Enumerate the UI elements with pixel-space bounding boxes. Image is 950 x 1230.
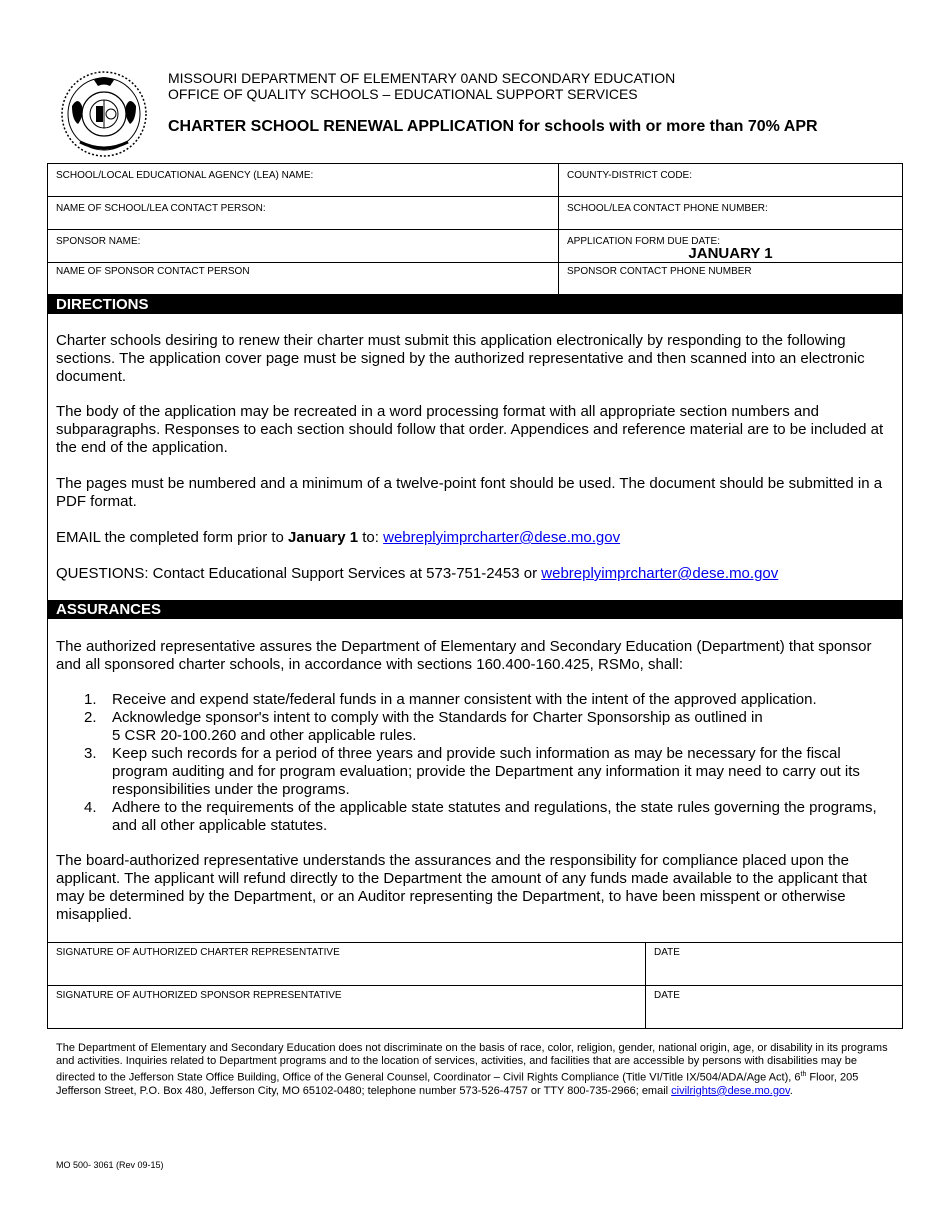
charter-signature-field[interactable]: [48, 943, 646, 986]
due-date-field: [559, 230, 902, 263]
sponsor-date-field[interactable]: [646, 986, 902, 1028]
civil-rights-email-link[interactable]: civilrights@dese.mo.gov: [671, 1084, 790, 1097]
assurances-closing: The board-authorized representative understands the assurances and the responsibility for compliance placed upon the applicant. The applicant will refund directly to the Department the amount of any funds made available to the applicant that may be determined by the Department, or an Auditor representing the Department, to have been misspent or otherwise misapplied.: [56, 852, 868, 923]
sponsor-contact-field[interactable]: [48, 263, 559, 294]
sponsor-name-field[interactable]: [48, 230, 559, 263]
directions-paragraph-3: The pages must be numbered and a minimum of a twelve-point font should be used. The document should be submitted in a PDF format.: [56, 475, 883, 510]
lea-name-label: SCHOOL/LOCAL EDUCATIONAL AGENCY (LEA) NAME:: [56, 170, 314, 181]
contact-phone-field[interactable]: [559, 197, 902, 230]
county-district-code-label: COUNTY-DISTRICT CODE:: [567, 170, 693, 181]
directions-paragraph-2: The body of the application may be recreated in a word processing format with all appropriate section numbers and subparagraphs. Responses to each section should follow that order. Appendices and reference material are to be included at the end of the application.: [56, 403, 884, 456]
charter-signature-label: SIGNATURE OF AUTHORIZED CHARTER REPRESENTATIVE: [56, 947, 340, 958]
assurances-intro: The authorized representative assures the Department of Elementary and Secondary Education (Department) that sponsor and all sponsored charter schools, in accordance with sections 160.400-160.425, RSMo, shall:: [56, 638, 872, 673]
sponsor-contact-label: NAME OF SPONSOR CONTACT PERSON: [56, 266, 250, 277]
county-district-code-field[interactable]: [559, 164, 902, 197]
school-info-table: [47, 163, 903, 295]
sponsor-phone-field[interactable]: [559, 263, 902, 294]
department-name: MISSOURI DEPARTMENT OF ELEMENTARY 0AND SECONDARY EDUCATION: [168, 70, 676, 86]
directions-paragraph-1: Charter schools desiring to renew their charter must submit this application electronically by responding to the following sections. The application cover page must be signed by the authorized representative and then scanned into an electronic document.: [56, 332, 865, 385]
directions-heading: DIRECTIONS: [47, 295, 903, 314]
questions-email-link[interactable]: webreplyimprcharter@dese.mo.gov: [541, 565, 779, 582]
due-date-value: JANUARY 1: [688, 245, 773, 262]
email-instruction: EMAIL the completed form prior to January 1 to: webreplyimprcharter@dese.mo.gov: [56, 529, 621, 546]
form-number: MO 500- 3061 (Rev 09-15): [56, 1160, 164, 1170]
charter-date-label: DATE: [654, 947, 680, 958]
assurances-list: [56, 691, 896, 835]
lea-name-field[interactable]: [48, 164, 559, 197]
signature-table: [47, 942, 903, 1029]
list-item: 2. Acknowledge sponsor's intent to comply with the Standards for Charter Sponsorship as outlined in 5 CSR 20-100.260 and other applicable rules.: [84, 709, 763, 744]
sponsor-name-label: SPONSOR NAME:: [56, 236, 141, 247]
sponsor-signature-label: SIGNATURE OF AUTHORIZED SPONSOR REPRESENTATIVE: [56, 990, 342, 1001]
contact-person-label: NAME OF SCHOOL/LEA CONTACT PERSON:: [56, 203, 266, 214]
list-item: 4. Adhere to the requirements of the applicable state statutes and regulations, the state rules governing the programs, and all other applicable statutes.: [84, 799, 877, 834]
page-title: CHARTER SCHOOL RENEWAL APPLICATION for schools with or more than 70% APR: [168, 118, 818, 135]
charter-date-field[interactable]: [646, 943, 902, 986]
email-link[interactable]: webreplyimprcharter@dese.mo.gov: [383, 529, 621, 546]
sponsor-signature-field[interactable]: [48, 986, 646, 1028]
non-discrimination-notice: The Department of Elementary and Secondary Education does not discriminate on the basis of race, color, religion, gender, national origin, age, or disability in its programs and activities. Inquiries related to Department programs and to the location of services, activities, and facilities that are accessible by persons with disabilities may be directed to the Jefferson State Office Building, Office of the General Counsel, Coordinator – Civil Rights Compliance (Title VI/Title IX/504/ADA/Age Act), 6th Floor, 205 Jefferson Street, P.O. Box 480, Jefferson City, MO 65102-0480; telephone number 573-526-4757 or TTY 800-735-2966; email civilrights@dese.mo.gov.: [56, 1042, 888, 1097]
contact-phone-label: SCHOOL/LEA CONTACT PHONE NUMBER:: [567, 203, 768, 214]
sponsor-phone-label: SPONSOR CONTACT PHONE NUMBER: [567, 266, 752, 277]
contact-person-field[interactable]: [48, 197, 559, 230]
state-seal-icon: [60, 70, 148, 158]
list-item: 1. Receive and expend state/federal funds in a manner consistent with the intent of the approved application.: [84, 691, 817, 708]
office-name: OFFICE OF QUALITY SCHOOLS – EDUCATIONAL SUPPORT SERVICES: [168, 86, 638, 102]
sponsor-date-label: DATE: [654, 990, 680, 1001]
due-date-emphasis: January 1: [288, 529, 359, 546]
list-item: 3. Keep such records for a period of three years and provide such information as may be necessary for the fiscal program auditing and for program evaluation; provide the Department any information it may need to carry out its responsibilities under the programs.: [84, 745, 860, 798]
due-date-label: APPLICATION FORM DUE DATE:: [567, 236, 720, 247]
questions-instruction: QUESTIONS: Contact Educational Support Services at 573-751-2453 or webreplyimprcharter@dese.mo.gov: [56, 565, 779, 582]
assurances-heading: ASSURANCES: [47, 600, 903, 619]
